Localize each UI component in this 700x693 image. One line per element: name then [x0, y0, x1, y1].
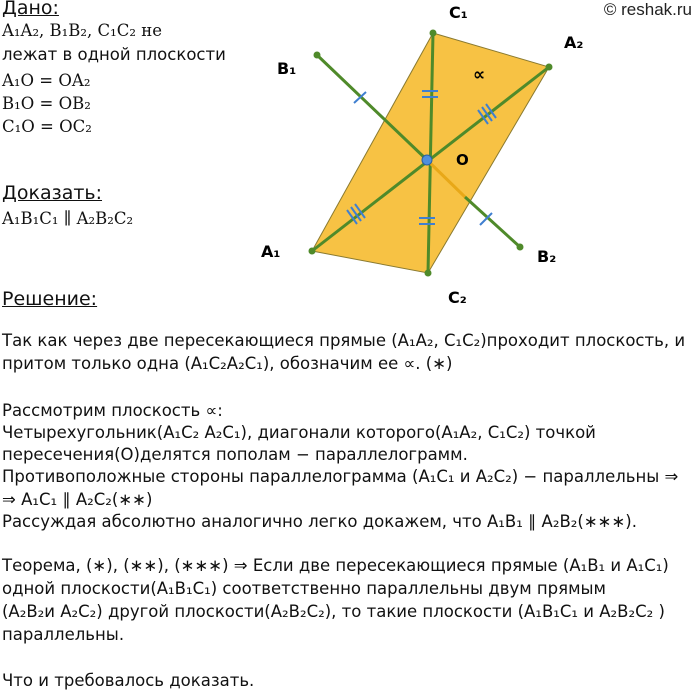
point-c2	[425, 270, 432, 277]
solution-line-16: Что и требовалось доказать.	[2, 671, 255, 690]
label-o: O	[456, 151, 469, 169]
given-line-3: A₁O = OA₂	[2, 71, 91, 90]
given-line-1: A₁A₂, B₁B₂, C₁C₂ не	[2, 21, 163, 40]
label-a1: A₁	[261, 242, 281, 261]
given-line-2: лежат в одной плоскости	[2, 45, 226, 64]
solution-line-8: ⇒ A₁C₁ ∥ A₂C₂(∗∗)	[2, 490, 153, 509]
solution-line-4: Рассмотрим плоскость ∝:	[2, 401, 223, 420]
given-line-4: B₁O = OB₂	[2, 94, 91, 113]
label-c2: C₂	[448, 288, 467, 307]
geometry-figure	[250, 0, 584, 310]
solution-line-14: параллельны.	[2, 625, 125, 644]
given-line-5: C₁O = OC₂	[2, 117, 92, 136]
site-watermark: © reshak.ru	[603, 0, 692, 19]
label-a2: A₂	[564, 33, 584, 52]
label-c1: C₁	[449, 3, 468, 22]
prove-statement: A₁B₁C₁ ∥ A₂B₂C₂	[2, 209, 134, 228]
point-a2	[546, 64, 553, 71]
solution-line-5: Четырехугольник(A₁C₂ A₂C₁), диагонали которого(A₁A₂, C₁C₂) точкой	[2, 423, 596, 442]
prove-heading: Доказать:	[2, 182, 103, 204]
point-b1	[314, 52, 321, 59]
solution-line-9: Рассуждая абсолютно аналогично легко докажем, что A₁B₁ ∥ A₂B₂(∗∗∗).	[2, 512, 637, 531]
solution-line-2: притом только одна (A₁C₂A₂C₁), обозначим ее ∝. (∗)	[2, 354, 453, 373]
point-a1	[309, 248, 316, 255]
solution-heading: Решение:	[2, 288, 98, 310]
solution-line-13: (A₂B₂и A₂C₂) другой плоскости(A₂B₂C₂), то такие плоскости (A₁B₁C₁ и A₂B₂C₂ )	[2, 602, 665, 621]
given-heading: Дано:	[2, 0, 59, 19]
label-alpha: ∝	[473, 65, 486, 85]
solution-line-7: Противоположные стороны параллелограмма (A₁C₁ и A₂C₂) − параллельны ⇒	[2, 467, 679, 486]
segment-o-b2-outside	[465, 197, 520, 247]
point-o	[422, 155, 432, 165]
point-b2	[517, 244, 524, 251]
point-c1	[430, 30, 437, 37]
solution-line-12: одной плоскости(A₁B₁C₁) соответственно параллельны двум прямым	[2, 579, 607, 598]
solution-line-6: пересечения(O)делятся пополам − параллелограмм.	[2, 445, 468, 464]
label-b1: B₁	[277, 59, 297, 78]
label-b2: B₂	[537, 247, 557, 266]
solution-line-1: Так как через две пересекающиеся прямые (A₁A₂, C₁C₂)проходит плоскость, и	[2, 331, 686, 350]
solution-line-11: Теорема, (∗), (∗∗), (∗∗∗) ⇒ Если две пересекающиеся прямые (A₁B₁ и A₁C₁)	[2, 556, 669, 575]
